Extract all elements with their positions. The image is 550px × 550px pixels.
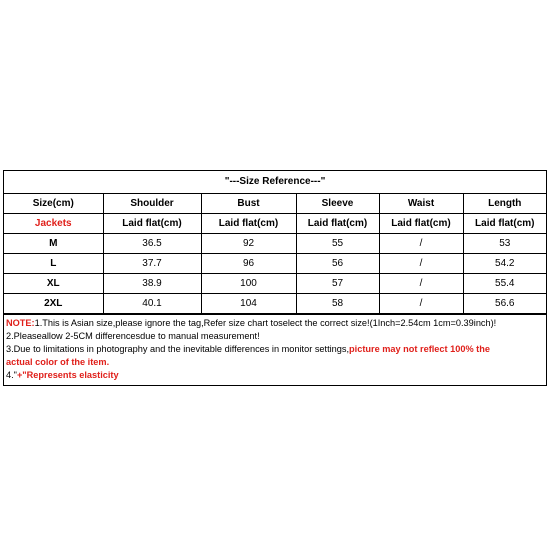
table-title: "---Size Reference---" <box>4 171 546 194</box>
size-cell: L <box>4 254 103 274</box>
notes-section <box>4 314 546 385</box>
length-cell: 56.6 <box>463 294 546 314</box>
table-row <box>4 234 546 254</box>
size-cell: 2XL <box>4 294 103 314</box>
subheader-length: Laid flat(cm) <box>463 214 546 234</box>
size-cell: XL <box>4 274 103 294</box>
table-header-row <box>4 194 546 214</box>
subheader-waist: Laid flat(cm) <box>379 214 463 234</box>
sleeve-cell: 55 <box>296 234 379 254</box>
subheader-sleeve: Laid flat(cm) <box>296 214 379 234</box>
length-cell: 53 <box>463 234 546 254</box>
note-3-text: 3.Due to limitations in photography and the inevitable differences in monitor settings, <box>6 344 350 354</box>
sleeve-cell: 56 <box>296 254 379 274</box>
note-4-prefix: 4." <box>6 370 17 380</box>
note-3-highlight-continued: actual color of the item. <box>6 357 110 367</box>
bust-cell: 104 <box>201 294 296 314</box>
header-shoulder: Shoulder <box>103 194 201 214</box>
size-chart <box>3 170 547 386</box>
length-cell: 55.4 <box>463 274 546 294</box>
table-row <box>4 254 546 274</box>
header-size: Size(cm) <box>4 194 103 214</box>
sleeve-cell: 57 <box>296 274 379 294</box>
shoulder-cell: 37.7 <box>103 254 201 274</box>
size-table <box>4 171 546 314</box>
note-4-highlight: +"Represents elasticity <box>16 370 119 380</box>
header-sleeve: Sleeve <box>296 194 379 214</box>
note-3-highlight: picture may not reflect 100% the <box>349 344 490 354</box>
shoulder-cell: 36.5 <box>103 234 201 254</box>
table-row <box>4 294 546 314</box>
note-2 <box>6 330 544 343</box>
header-length: Length <box>463 194 546 214</box>
subheader-bust: Laid flat(cm) <box>201 214 296 234</box>
table-row <box>4 274 546 294</box>
bust-cell: 96 <box>201 254 296 274</box>
shoulder-cell: 38.9 <box>103 274 201 294</box>
waist-cell: / <box>379 294 463 314</box>
header-bust: Bust <box>201 194 296 214</box>
length-cell: 54.2 <box>463 254 546 274</box>
table-subheader-row <box>4 214 546 234</box>
table-title-row <box>4 171 546 194</box>
note-4 <box>6 369 544 382</box>
waist-cell: / <box>379 234 463 254</box>
bust-cell: 92 <box>201 234 296 254</box>
note-1-text: 1.This is Asian size,please ignore the tag,Refer size chart toselect the correct size!(1Inch=2.54cm 1cm=0.39inch)! <box>34 318 497 328</box>
note-3-continued <box>6 356 544 369</box>
subheader-shoulder: Laid flat(cm) <box>103 214 201 234</box>
waist-cell: / <box>379 254 463 274</box>
shoulder-cell: 40.1 <box>103 294 201 314</box>
size-cell: M <box>4 234 103 254</box>
note-1 <box>6 317 544 330</box>
note-label: NOTE: <box>6 318 35 328</box>
note-3 <box>6 343 544 356</box>
note-2-text: 2.Pleaseallow 2-5CM differencesdue to manual measurement! <box>6 331 260 341</box>
sleeve-cell: 58 <box>296 294 379 314</box>
garment-type-label: Jackets <box>4 214 103 234</box>
bust-cell: 100 <box>201 274 296 294</box>
waist-cell: / <box>379 274 463 294</box>
header-waist: Waist <box>379 194 463 214</box>
